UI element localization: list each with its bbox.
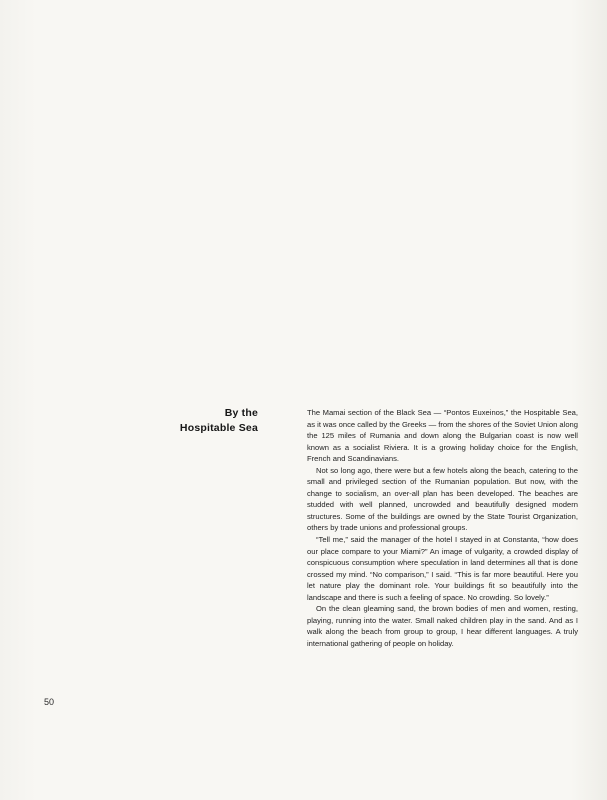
paragraph-4: On the clean gleaming sand, the brown bodies of men and women, resting, playing, running into the water. Small naked children play in the sand. And as I walk along the beach from group to group, I hear different languages. A truly international gathering of people on holiday.	[307, 604, 578, 648]
section-heading-line-1: By the	[224, 407, 258, 419]
paragraph-3: “Tell me,” said the manager of the hotel I stayed in at Constanta, “how does our place compare to your Miami?” An image of vulgarity, a crowded display of conspicuous consumption where speculation in land determines all that is done crossed my mind. “No comparison,” I said. “This is far more beautiful. Here you let nature play the dominant role. Your buildings fit so beautifully into the landscape and there is such a feeling of space. No crowding. So lovely.”	[307, 535, 578, 602]
paragraph-1: The Mamai section of the Black Sea — “Pontos Euxeinos,” the Hospitable Sea, as it was once called by the Greeks — from the shores of the Soviet Union along the 125 miles of Rumania and down along the Bulgarian coast is now well known as a socialist Riviera. It is a growing holiday choice for the English, French and Scandinavians.	[307, 408, 578, 464]
page-number: 50	[44, 697, 55, 707]
section-heading-line-2: Hospitable Sea	[179, 422, 258, 434]
paragraph-2: Not so long ago, there were but a few hotels along the beach, catering to the small and privileged section of the Rumanian population. But now, with the change to socialism, an over-all plan has been developed. The beaches are studded with well planned, uncrowded and beautifully designed modern structures. Some of the buildings are owned by the State Tourist Organization, others by trade unions and professional groups.	[307, 465, 578, 533]
article-body	[307, 407, 578, 649]
section-heading	[180, 406, 258, 436]
